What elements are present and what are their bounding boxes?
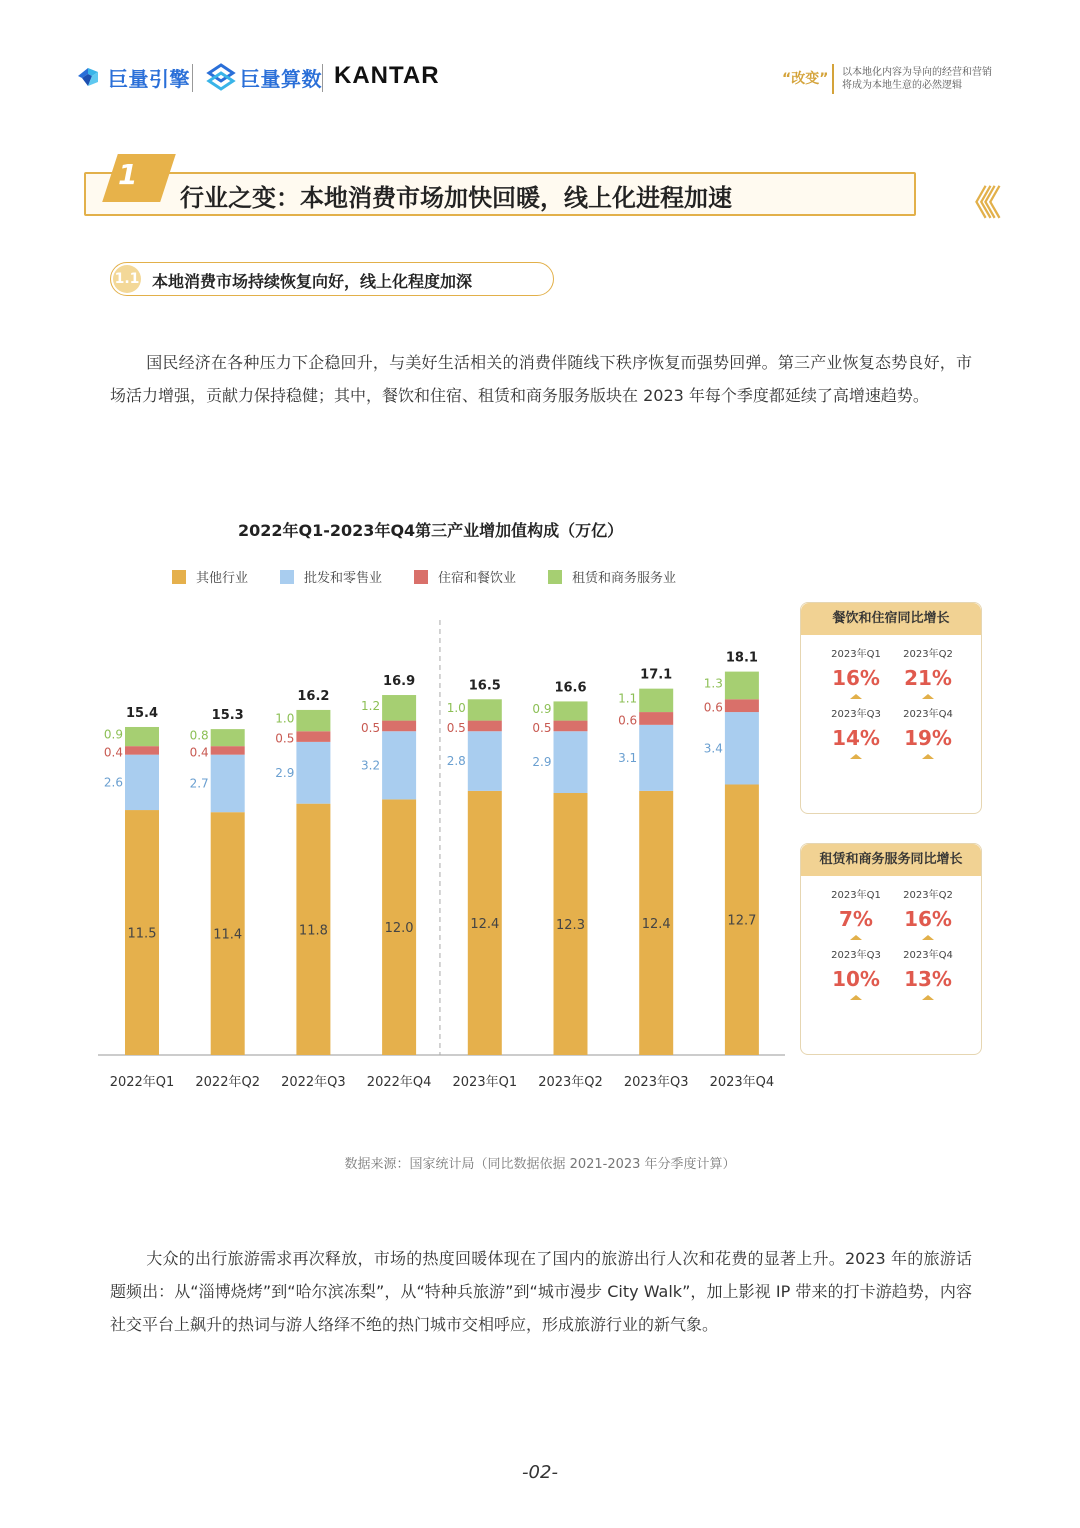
- up-arrow-icon: [850, 694, 862, 699]
- page-number: -02-: [522, 1462, 558, 1483]
- data-label: 0.8: [189, 728, 209, 743]
- data-label: 12.7: [727, 913, 757, 929]
- brand-juliang-engine: [74, 62, 190, 92]
- bar-segment: [554, 701, 588, 720]
- brand3-text: KANTAR: [334, 62, 440, 89]
- bar-segment: [554, 731, 588, 793]
- data-label: 0.6: [703, 700, 723, 715]
- data-label: 2.9: [532, 755, 552, 770]
- travel-paragraph-text: 大众的出行旅游需求再次释放，市场的热度回暖体现在了国内的旅游出行人次和花费的显著上升。2023 年的旅游话题频出：从“淄博烧烤”到“哈尔滨冻梨”，从“特种兵旅游”到“城市漫步 City Walk”，加上影视 IP 带来的打卡游趋势，内容社交平台上飙升的热词与游人络绎不绝的热门城市交相呼应，形成旅游行业的新气象。: [110, 1249, 972, 1334]
- bar-segment: [296, 731, 330, 742]
- bar-segment: [639, 689, 673, 712]
- growth-cell-value: 21%: [904, 666, 952, 690]
- intro-paragraph-text: 国民经济在各种压力下企稳回升，与美好生活相关的消费伴随线下秩序恢复而强势回弹。第三产业恢复态势良好，市场活力增强，贡献力保持稳健；其中，餐饮和住宿、租赁和商务服务版块在 2023 年每个季度都延续了高增速趋势。: [110, 353, 972, 405]
- x-tick-label: 2023年Q3: [623, 1075, 689, 1090]
- total-label: 15.3: [211, 708, 244, 724]
- up-arrow-icon: [850, 754, 862, 759]
- up-arrow-icon: [922, 995, 934, 1000]
- subsection-number: 1.1: [113, 265, 141, 293]
- total-label: 16.5: [468, 678, 501, 694]
- x-tick-label: 2022年Q3: [281, 1075, 346, 1090]
- data-label: 2.6: [103, 775, 123, 790]
- growth-cell: [825, 946, 887, 1000]
- bar-segment: [725, 699, 759, 712]
- x-tick-label: 2023年Q4: [709, 1075, 775, 1090]
- bar-segment: [211, 746, 245, 755]
- bar-segment: [296, 742, 330, 804]
- bar-segment: [125, 755, 159, 810]
- growth-cell-label: 2023年Q2: [903, 890, 953, 901]
- header-tag-divider: [832, 64, 834, 94]
- total-label: 15.4: [125, 705, 159, 721]
- travel-paragraph: [110, 1242, 972, 1341]
- data-label: 2.7: [189, 776, 209, 791]
- data-label: 0.9: [532, 702, 552, 717]
- total-label: 16.9: [383, 674, 416, 690]
- x-tick-label: 2023年Q2: [538, 1075, 603, 1090]
- x-tick-label: 2023年Q1: [452, 1075, 518, 1090]
- legend-label: 租赁和商务服务业: [572, 571, 677, 586]
- legend-label: 批发和零售业: [304, 571, 383, 586]
- brand2-text: 巨量算数: [240, 66, 322, 91]
- growth-cell: [897, 886, 959, 940]
- data-label: 3.2: [361, 758, 381, 773]
- panel-title: 餐饮和住宿同比增长: [801, 603, 981, 635]
- data-label: 0.9: [103, 727, 123, 742]
- growth-cell: [825, 886, 887, 940]
- chart-legend: [172, 567, 708, 586]
- bar-segment: [382, 695, 416, 721]
- x-tick-label: 2022年Q2: [195, 1075, 260, 1090]
- data-label: 12.0: [384, 921, 414, 937]
- brand-divider: [192, 64, 193, 92]
- data-label: 11.4: [213, 927, 243, 943]
- x-tick-label: 2022年Q1: [109, 1075, 175, 1090]
- intro-paragraph: [110, 346, 972, 412]
- growth-cell: [897, 946, 959, 1000]
- data-label: 3.4: [703, 741, 723, 756]
- brand1-text: 巨量引擎: [108, 66, 190, 91]
- data-label: 1.3: [703, 676, 723, 691]
- up-arrow-icon: [850, 935, 862, 940]
- double-chevron-left-icon: 《《: [958, 184, 993, 224]
- growth-cell-value: 14%: [832, 726, 880, 750]
- bar-segment: [382, 721, 416, 732]
- data-label: 1.1: [618, 691, 638, 706]
- growth-cell-value: 16%: [832, 666, 880, 690]
- growth-cell-label: 2023年Q2: [903, 649, 953, 660]
- data-label: 11.8: [298, 923, 328, 939]
- data-label: 11.5: [127, 926, 157, 942]
- juliang-suanshu-logo-icon: [206, 62, 236, 92]
- bar-segment: [468, 731, 502, 791]
- brand-divider: [322, 64, 323, 92]
- data-label: 0.4: [189, 745, 209, 760]
- legend-item: [280, 567, 382, 586]
- header-desc-line1: 以本地化内容为导向的经营和营销: [842, 67, 992, 78]
- stacked-bar-chart: [90, 610, 790, 1100]
- brand-kantar: [334, 62, 440, 90]
- data-label: 0.4: [103, 745, 123, 760]
- juliang-engine-logo-icon: [74, 62, 104, 92]
- data-label: 0.5: [361, 720, 381, 735]
- legend-swatch: [280, 570, 294, 584]
- bar-segment: [125, 746, 159, 755]
- growth-cell: [897, 705, 959, 759]
- bar-segment: [125, 727, 159, 746]
- legend-item: [548, 567, 676, 586]
- up-arrow-icon: [922, 694, 934, 699]
- subsection-title: 本地消费市场持续恢复向好，线上化程度加深: [152, 272, 473, 291]
- legend-item: [414, 567, 516, 586]
- bar-segment: [554, 721, 588, 732]
- growth-cell-value: 16%: [904, 907, 952, 931]
- data-label: 0.5: [532, 720, 552, 735]
- section-number: 1: [118, 158, 138, 191]
- growth-cell-label: 2023年Q3: [831, 950, 881, 961]
- up-arrow-icon: [922, 754, 934, 759]
- chart-title: 2022年Q1-2023年Q4第三产业增加值构成（万亿）: [238, 521, 624, 540]
- total-label: 18.1: [725, 650, 758, 666]
- data-label: 2.8: [446, 754, 466, 769]
- growth-cell-value: 7%: [839, 907, 873, 931]
- section-title: 行业之变：本地消费市场加快回暖，线上化进程加速: [180, 184, 732, 212]
- growth-cell-label: 2023年Q3: [831, 709, 881, 720]
- legend-item: [172, 567, 248, 586]
- page-header: [0, 0, 1080, 110]
- data-label: 1.2: [361, 698, 381, 713]
- up-arrow-icon: [922, 935, 934, 940]
- legend-swatch: [172, 570, 186, 584]
- data-label: 12.3: [556, 918, 585, 934]
- bar-segment: [725, 672, 759, 700]
- bar-segment: [725, 712, 759, 784]
- total-label: 16.2: [297, 688, 330, 704]
- legend-label: 住宿和餐饮业: [438, 571, 517, 586]
- data-label: 0.5: [275, 731, 295, 746]
- legend-swatch: [414, 570, 428, 584]
- data-label: 0.5: [446, 720, 466, 735]
- total-label: 16.6: [554, 680, 587, 696]
- up-arrow-icon: [850, 995, 862, 1000]
- growth-cell-label: 2023年Q1: [831, 890, 881, 901]
- data-label: 1.0: [446, 700, 466, 715]
- leasing-growth-panel: [800, 843, 982, 1055]
- growth-cell: [825, 705, 887, 759]
- growth-cell-label: 2023年Q4: [903, 709, 953, 720]
- data-label: 3.1: [618, 750, 638, 765]
- growth-cell-value: 10%: [832, 967, 880, 991]
- data-label: 12.4: [641, 916, 671, 932]
- data-label: 2.9: [275, 765, 295, 780]
- bar-segment: [211, 755, 245, 813]
- bar-segment: [211, 729, 245, 746]
- data-label: 12.4: [470, 916, 500, 932]
- catering-growth-panel: [800, 602, 982, 814]
- header-description: [842, 66, 992, 92]
- growth-cell-label: 2023年Q1: [831, 649, 881, 660]
- growth-cell: [825, 645, 887, 699]
- bar-segment: [382, 731, 416, 799]
- growth-cell-label: 2023年Q4: [903, 950, 953, 961]
- bar-segment: [296, 710, 330, 731]
- legend-label: 其他行业: [196, 571, 249, 586]
- header-desc-line2: 将成为本地生意的必然逻辑: [842, 80, 962, 91]
- total-label: 17.1: [640, 667, 673, 683]
- bar-segment: [639, 712, 673, 725]
- legend-swatch: [548, 570, 562, 584]
- data-source-note: 数据来源：国家统计局（同比数据依据 2021-2023 年分季度计算）: [344, 1157, 736, 1172]
- growth-cell-value: 19%: [904, 726, 952, 750]
- growth-cell: [897, 645, 959, 699]
- data-label: 1.0: [275, 711, 295, 726]
- bar-segment: [468, 721, 502, 732]
- bar-segment: [468, 699, 502, 720]
- brand-juliang-suanshu: [206, 62, 322, 92]
- panel-title: 租赁和商务服务同比增长: [801, 844, 981, 876]
- header-tag: “改变”: [782, 71, 829, 87]
- x-tick-label: 2022年Q4: [366, 1075, 432, 1090]
- bar-segment: [639, 725, 673, 791]
- data-label: 0.6: [618, 713, 638, 728]
- growth-cell-value: 13%: [904, 967, 952, 991]
